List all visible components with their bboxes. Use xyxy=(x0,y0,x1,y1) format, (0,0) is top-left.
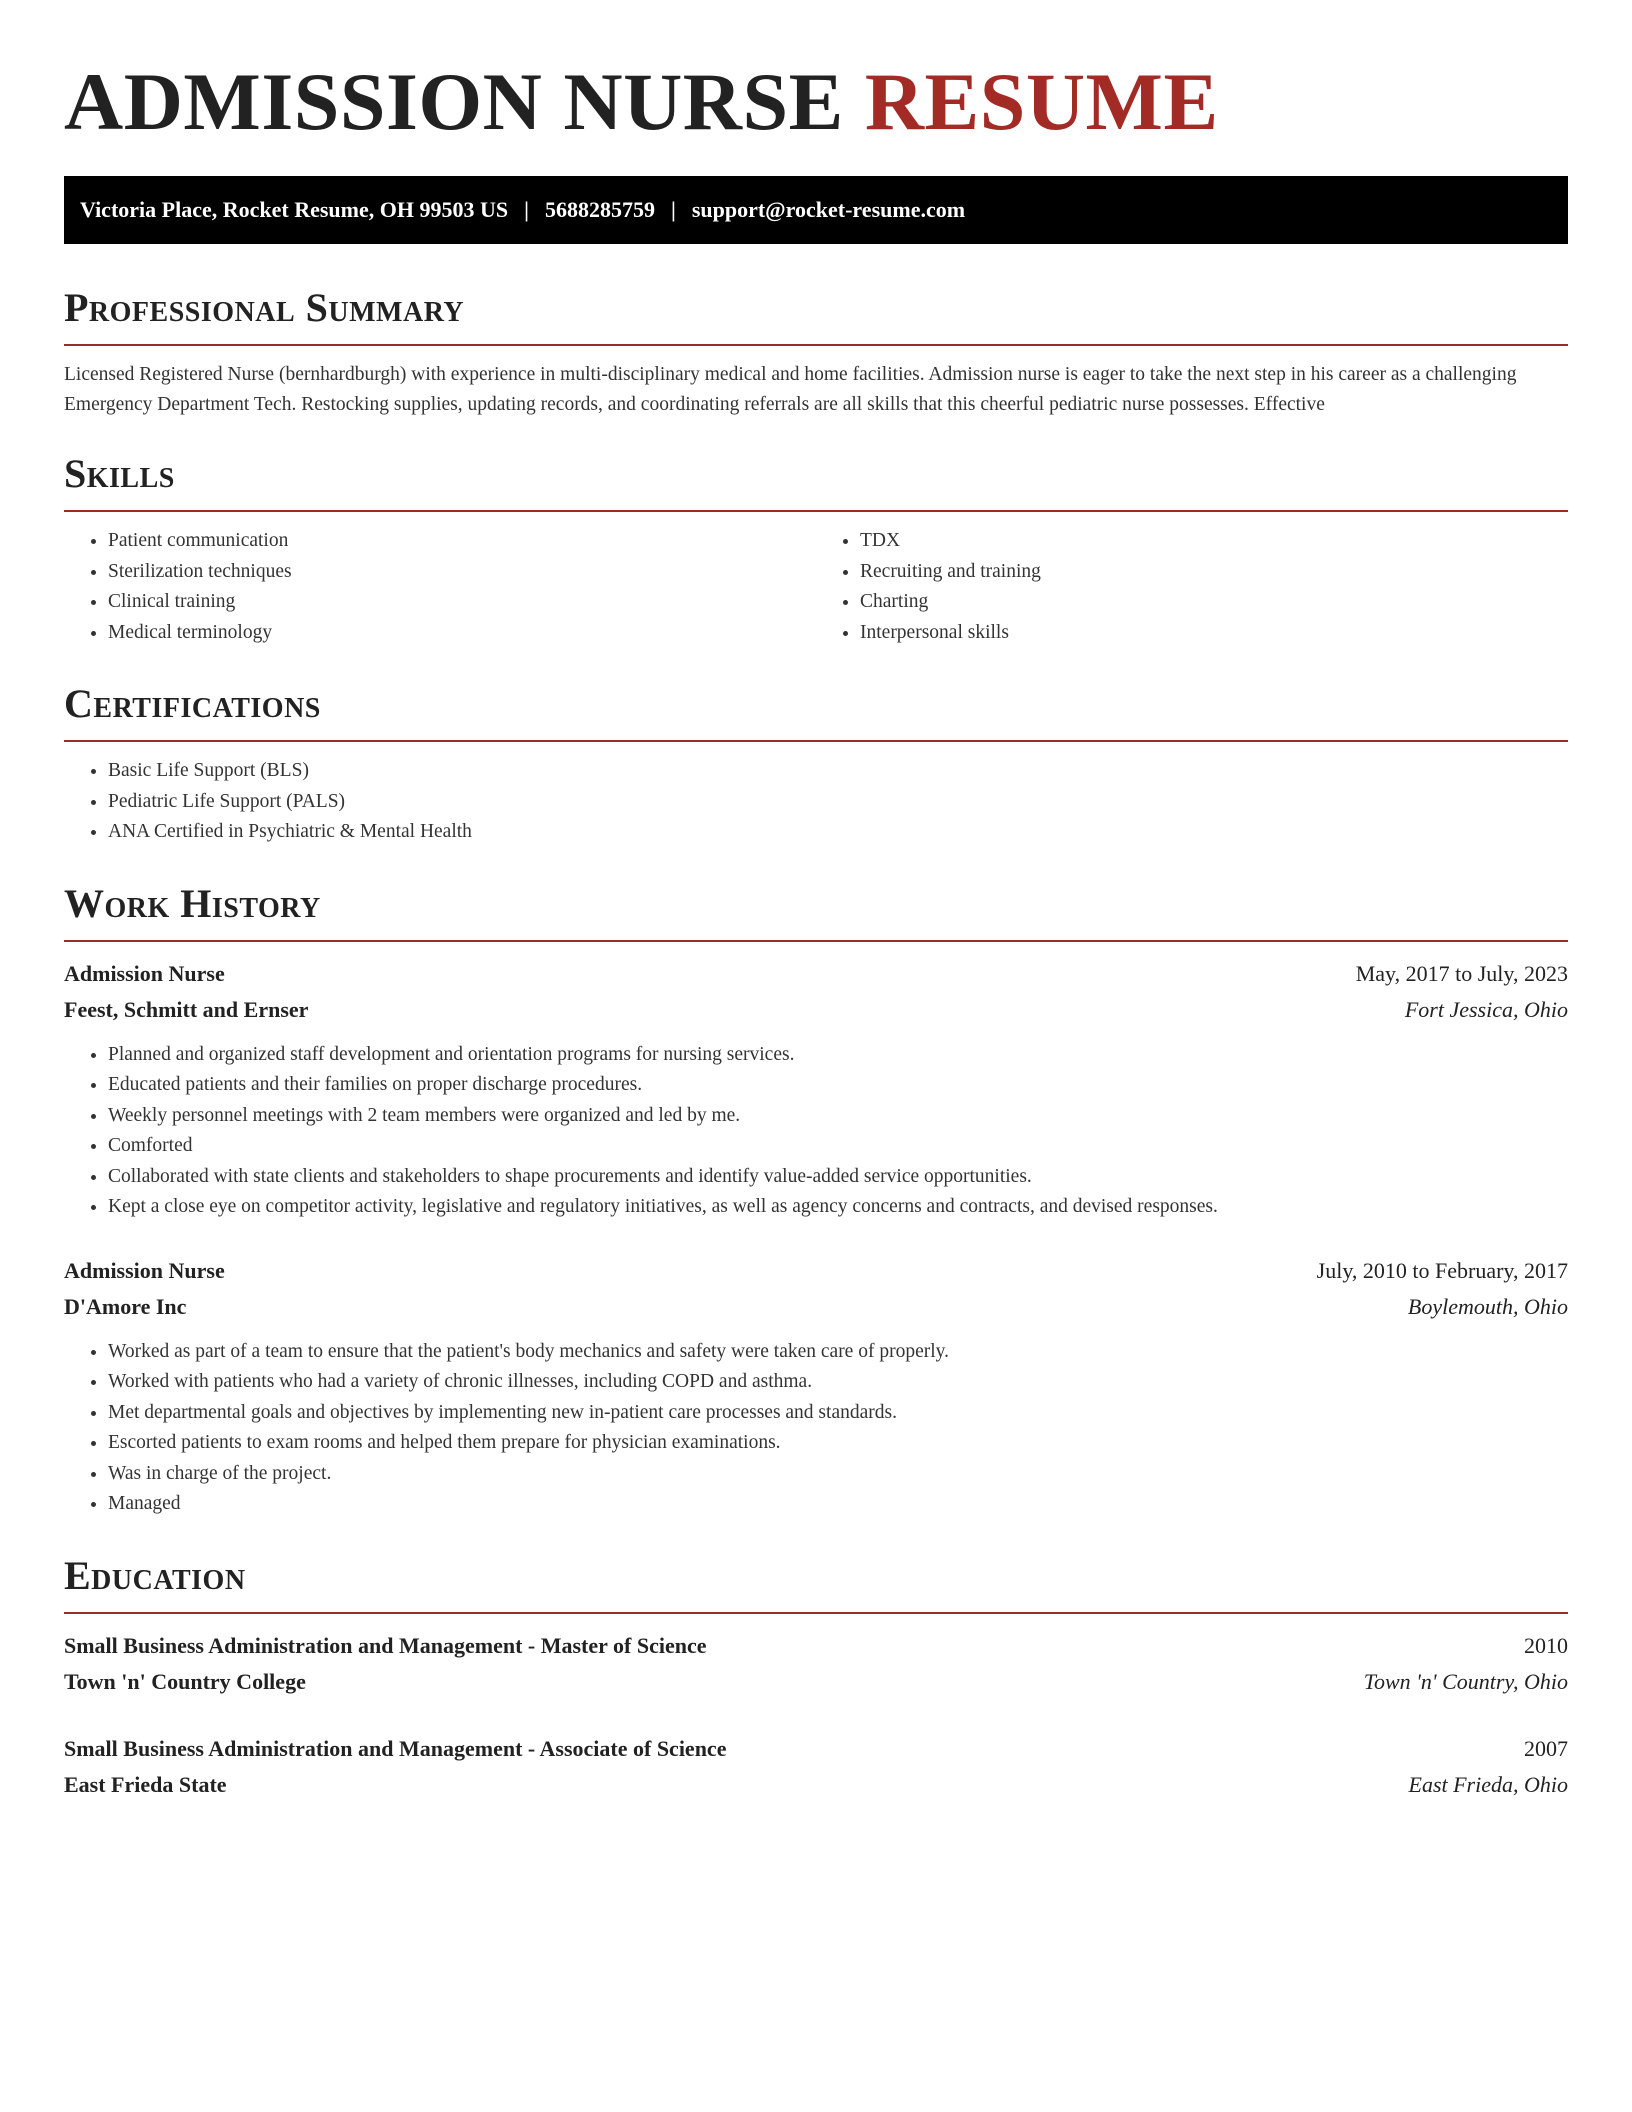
education-school: East Frieda State xyxy=(64,1771,227,1797)
skills-columns xyxy=(64,526,1568,648)
certification-item: • ANA Certified in Psychiatric & Mental Health xyxy=(108,817,1568,848)
job-bullet: • Was in charge of the project. xyxy=(108,1459,1568,1490)
skills-heading: Skills xyxy=(64,451,175,496)
job-bullet: • Weekly personnel meetings with 2 team members were organized and led by me. xyxy=(108,1101,1568,1132)
certification-item: • Basic Life Support (BLS) xyxy=(108,756,1568,787)
job-bullets xyxy=(64,1337,1568,1520)
skill-item: • Interpersonal skills xyxy=(860,618,1568,649)
education-location: East Frieda, Ohio xyxy=(1408,1771,1568,1797)
contact-separator: | xyxy=(524,197,529,222)
resume-title xyxy=(64,52,1568,152)
job-company-row xyxy=(64,1289,1568,1325)
job-dates: May, 2017 to July, 2023 xyxy=(1355,960,1568,986)
certifications-list xyxy=(64,756,1568,848)
section-divider xyxy=(64,1612,1568,1614)
contact-address: Victoria Place, Rocket Resume, OH 99503 US xyxy=(80,197,509,222)
education-school-row xyxy=(64,1664,1568,1700)
section-divider xyxy=(64,510,1568,512)
skill-item: • Clinical training xyxy=(108,587,816,618)
education-degree-row xyxy=(64,1628,1568,1664)
education-degree-row xyxy=(64,1731,1568,1767)
certifications-heading: Certifications xyxy=(64,681,321,726)
job-entry xyxy=(64,956,1568,1223)
job-role: Admission Nurse xyxy=(64,1257,225,1283)
summary-heading: Professional Summary xyxy=(64,285,465,330)
job-bullet: • Met departmental goals and objectives by implementing new in-patient care processes and standards. xyxy=(108,1398,1568,1429)
job-bullet: • Collaborated with state clients and stakeholders to shape procurements and identify value-added service opportunities. xyxy=(108,1162,1568,1193)
skills-list-left xyxy=(64,526,816,648)
summary-text: Licensed Registered Nurse (bernhardburgh) with experience in multi-disciplinary medical and home facilities. Admission nurse is eager to take the next step in his career as a challenging Emergency Department Tech. Restocking supplies, updating records, and coordinating referrals are all skills that this cheerful pediatric nurse possesses. Effective xyxy=(64,364,1517,415)
education-year: 2007 xyxy=(1524,1735,1568,1761)
job-header-row xyxy=(64,956,1568,992)
education-degree: Small Business Administration and Management - Associate of Science xyxy=(64,1735,727,1761)
title-accent: RESUME xyxy=(864,56,1219,147)
certification-item: • Pediatric Life Support (PALS) xyxy=(108,787,1568,818)
job-location: Boylemouth, Ohio xyxy=(1407,1293,1568,1319)
job-dates: July, 2010 to February, 2017 xyxy=(1316,1257,1568,1283)
skill-item: • Charting xyxy=(860,587,1568,618)
job-bullet: • Educated patients and their families on proper discharge procedures. xyxy=(108,1070,1568,1101)
job-company: Feest, Schmitt and Ernser xyxy=(64,996,309,1022)
summary-section xyxy=(64,282,1568,420)
contact-bar xyxy=(64,176,1568,244)
job-role: Admission Nurse xyxy=(64,960,225,986)
skills-section xyxy=(64,448,1568,648)
skill-item: • Sterilization techniques xyxy=(108,557,816,588)
education-entry xyxy=(64,1628,1568,1700)
job-bullets xyxy=(64,1040,1568,1223)
contact-email: support@rocket-resume.com xyxy=(691,197,966,222)
skill-item: • Recruiting and training xyxy=(860,557,1568,588)
education-heading: Education xyxy=(64,1552,246,1598)
certifications-section xyxy=(64,678,1568,848)
job-bullet: • Comforted xyxy=(108,1131,1568,1162)
work-history-heading: Work History xyxy=(64,880,321,926)
contact-phone: 5688285759 xyxy=(544,197,655,222)
education-year: 2010 xyxy=(1524,1632,1568,1658)
education-school: Town 'n' Country College xyxy=(64,1668,306,1694)
education-location: Town 'n' Country, Ohio xyxy=(1363,1668,1568,1694)
skill-item: • Patient communication xyxy=(108,526,816,557)
job-company: D'Amore Inc xyxy=(64,1293,187,1319)
title-main: ADMISSION NURSE xyxy=(64,56,844,147)
job-bullet: • Worked as part of a team to ensure that the patient's body mechanics and safety were taken care of properly. xyxy=(108,1337,1568,1368)
education-school-row xyxy=(64,1767,1568,1803)
education-entry xyxy=(64,1731,1568,1803)
skills-list-right xyxy=(816,526,1568,648)
job-entry xyxy=(64,1253,1568,1520)
education-section xyxy=(64,1550,1568,1803)
skill-item: • Medical terminology xyxy=(108,618,816,649)
job-bullet: • Managed xyxy=(108,1489,1568,1520)
job-location: Fort Jessica, Ohio xyxy=(1404,996,1568,1022)
skill-item: • TDX xyxy=(860,526,1568,557)
job-header-row xyxy=(64,1253,1568,1289)
job-bullet: • Escorted patients to exam rooms and helped them prepare for physician examinations. xyxy=(108,1428,1568,1459)
section-divider xyxy=(64,740,1568,742)
work-history-section xyxy=(64,878,1568,1520)
job-bullet: • Worked with patients who had a variety of chronic illnesses, including COPD and asthma. xyxy=(108,1367,1568,1398)
job-bullet: • Planned and organized staff development and orientation programs for nursing services. xyxy=(108,1040,1568,1071)
job-bullet: • Kept a close eye on competitor activity, legislative and regulatory initiatives, as well as agency concerns and contracts, and devised responses. xyxy=(108,1192,1568,1223)
contact-separator: | xyxy=(670,197,676,222)
job-company-row xyxy=(64,992,1568,1028)
section-divider xyxy=(64,344,1568,346)
section-divider xyxy=(64,940,1568,942)
education-degree: Small Business Administration and Management - Master of Science xyxy=(64,1632,707,1658)
